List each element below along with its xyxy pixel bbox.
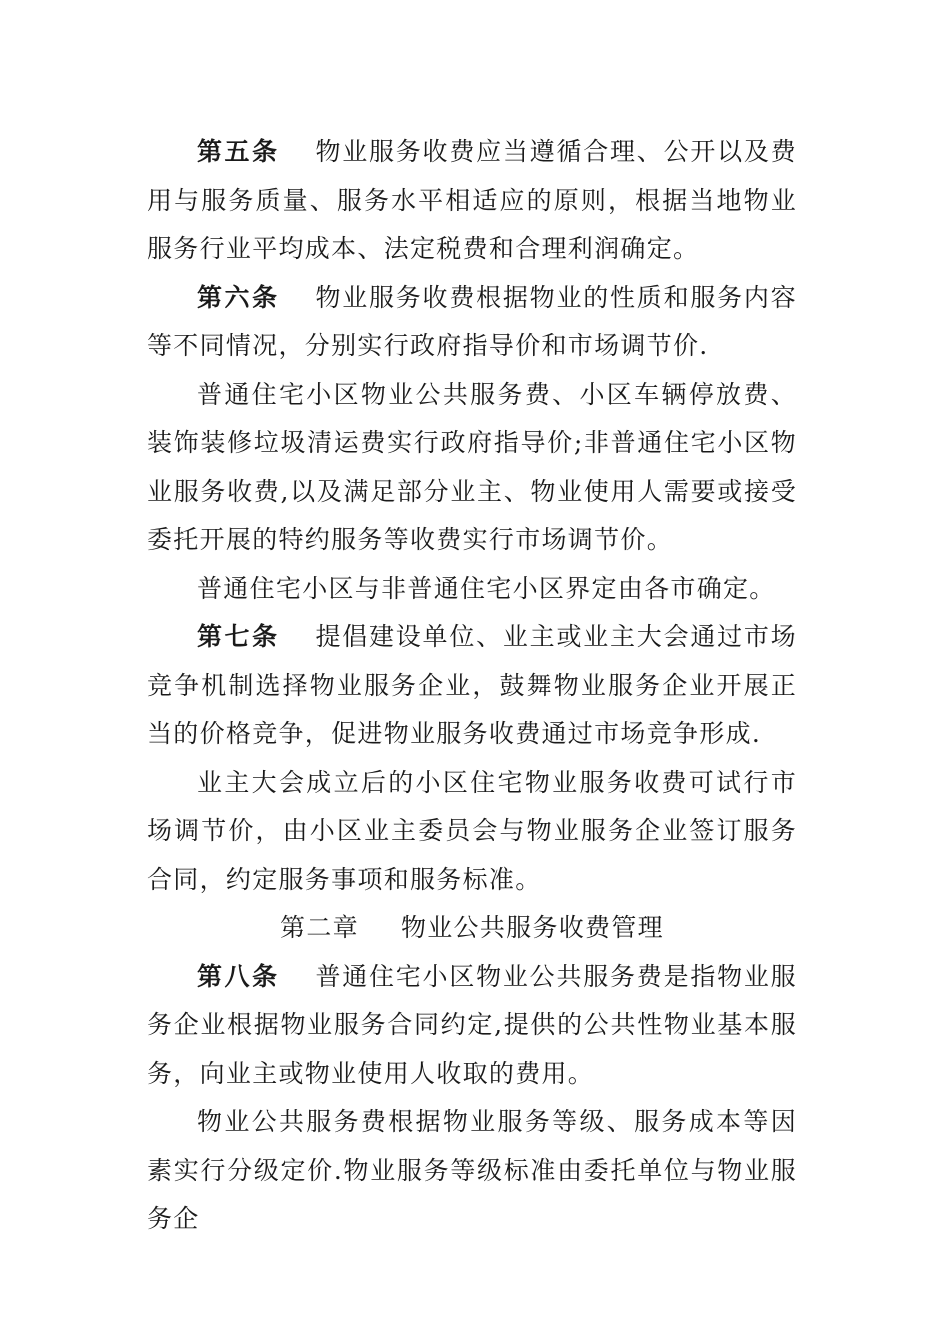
paragraph — [147, 565, 797, 614]
document-page — [147, 128, 797, 1244]
article-text: 物业服务收费应当遵循合理、公开以及费用与服务质量、服务水平相适应的原则，根据当地物业服务行业平均成本、法定税费和合理利润确定。 — [147, 137, 797, 263]
article-6 — [147, 274, 797, 371]
chapter-heading — [147, 904, 797, 953]
paragraph-text: 业主大会成立后的小区住宅物业服务收费可试行市场调节价，由小区业主委员会与物业服务企业签订服务合同，约定服务事项和服务标准。 — [147, 767, 797, 894]
paragraph — [147, 759, 797, 905]
paragraph-text: 物业公共服务费根据物业服务等级、服务成本等因素实行分级定价.物业服务等级标准由委托单位与物业服务企 — [147, 1107, 797, 1233]
paragraph — [147, 1098, 797, 1244]
paragraph-text: 普通住宅小区物业公共服务费、小区车辆停放费、装饰装修垃圾清运费实行政府指导价;非普通住宅小区物业服务收费,以及满足部分业主、物业使用人需要或接受委托开展的特约服务等收费实行市场调节价。 — [147, 379, 797, 554]
article-number: 第六条 — [197, 282, 280, 312]
chapter-number: 第二章 — [280, 913, 359, 942]
chapter-title: 物业公共服务收费管理 — [400, 913, 664, 942]
article-8 — [147, 953, 797, 1099]
article-5 — [147, 128, 797, 274]
paragraph — [147, 371, 797, 565]
article-number: 第七条 — [197, 622, 280, 651]
article-text: 普通住宅小区物业公共服务费是指物业服务企业根据物业服务合同约定,提供的公共性物业基本服务，向业主或物业使用人收取的费用。 — [147, 961, 797, 1088]
paragraph-text: 普通住宅小区与非普通住宅小区界定由各市确定。 — [197, 573, 776, 603]
article-number: 第八条 — [197, 961, 280, 991]
article-text: 提倡建设单位、业主或业主大会通过市场竞争机制选择物业服务企业，鼓舞物业服务企业开展正当的价格竞争，促进物业服务收费通过市场竞争形成. — [147, 622, 797, 748]
article-text: 物业服务收费根据物业的性质和服务内容等不同情况，分别实行政府指导价和市场调节价. — [147, 282, 797, 360]
article-number: 第五条 — [197, 137, 280, 166]
article-7 — [147, 613, 797, 759]
